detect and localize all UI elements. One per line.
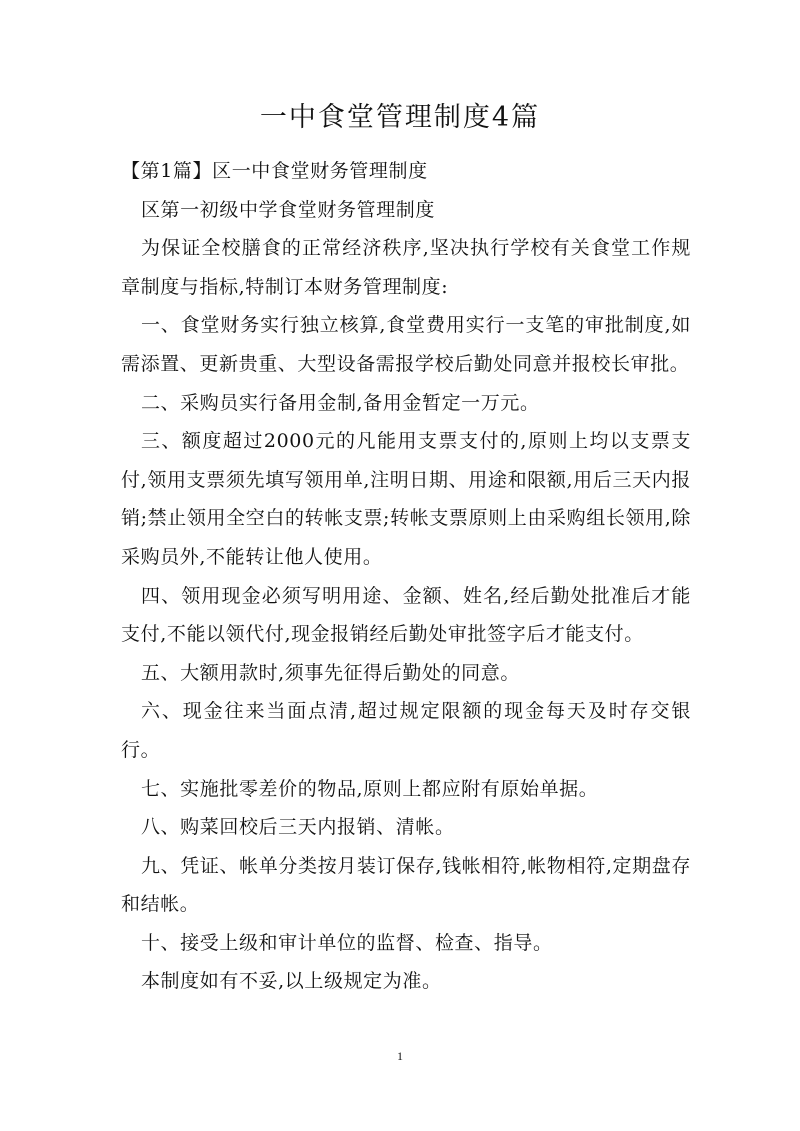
section-heading: 【第1篇】区一中食堂财务管理制度 [121,160,428,182]
paragraph: 六、现金往来当面点清,超过规定限额的现金每天及时存交银行。 [121,700,691,761]
paragraph: 一、食堂财务实行独立核算,食堂费用实行一支笔的审批制度,如需添置、更新贵重、大型设备需报学校后勤处同意并报校长审批。 [121,314,691,375]
paragraph: 五、大额用款时,须事先征得后勤处的同意。 [140,661,520,684]
paragraph: 本制度如有不妥,以上级规定为准。 [140,970,442,993]
document-title: 一中食堂管理制度4篇 [259,102,541,133]
paragraph: 十、接受上级和审计单位的监督、检查、指导。 [140,931,553,954]
paragraph: 区第一初级中学食堂财务管理制度 [140,198,435,221]
paragraph: 四、领用现金必须写明用途、金额、姓名,经后勤处批准后才能支付,不能以领代付,现金报销经后勤处审批签字后才能支付。 [121,584,691,646]
paragraph: 二、采购员实行备用金制,备用金暂定一万元。 [140,391,540,414]
paragraph: 七、实施批零差价的物品,原则上都应附有原始单据。 [140,777,599,800]
paragraph: 九、凭证、帐单分类按月装订保存,钱帐相符,帐物相符,定期盘存和结帐。 [121,854,691,916]
paragraph: 三、额度超过2000元的凡能用支票支付的,原则上均以支票支付,领用支票须先填写领用单,注明日期、用途和限额,用后三天内报销;禁止领用全空白的转帐支票;转帐支票原则上由采购组长领用,除采购员外,不能转让他人使用。 [121,430,691,568]
paragraph: 为保证全校膳食的正常经济秩序,坚决执行学校有关食堂工作规章制度与指标,特制订本财务管理制度: [121,237,691,298]
page-number: 1 [397,1049,403,1063]
paragraph: 八、购菜回校后三天内报销、清帐。 [140,816,455,839]
document-body [121,152,691,1001]
